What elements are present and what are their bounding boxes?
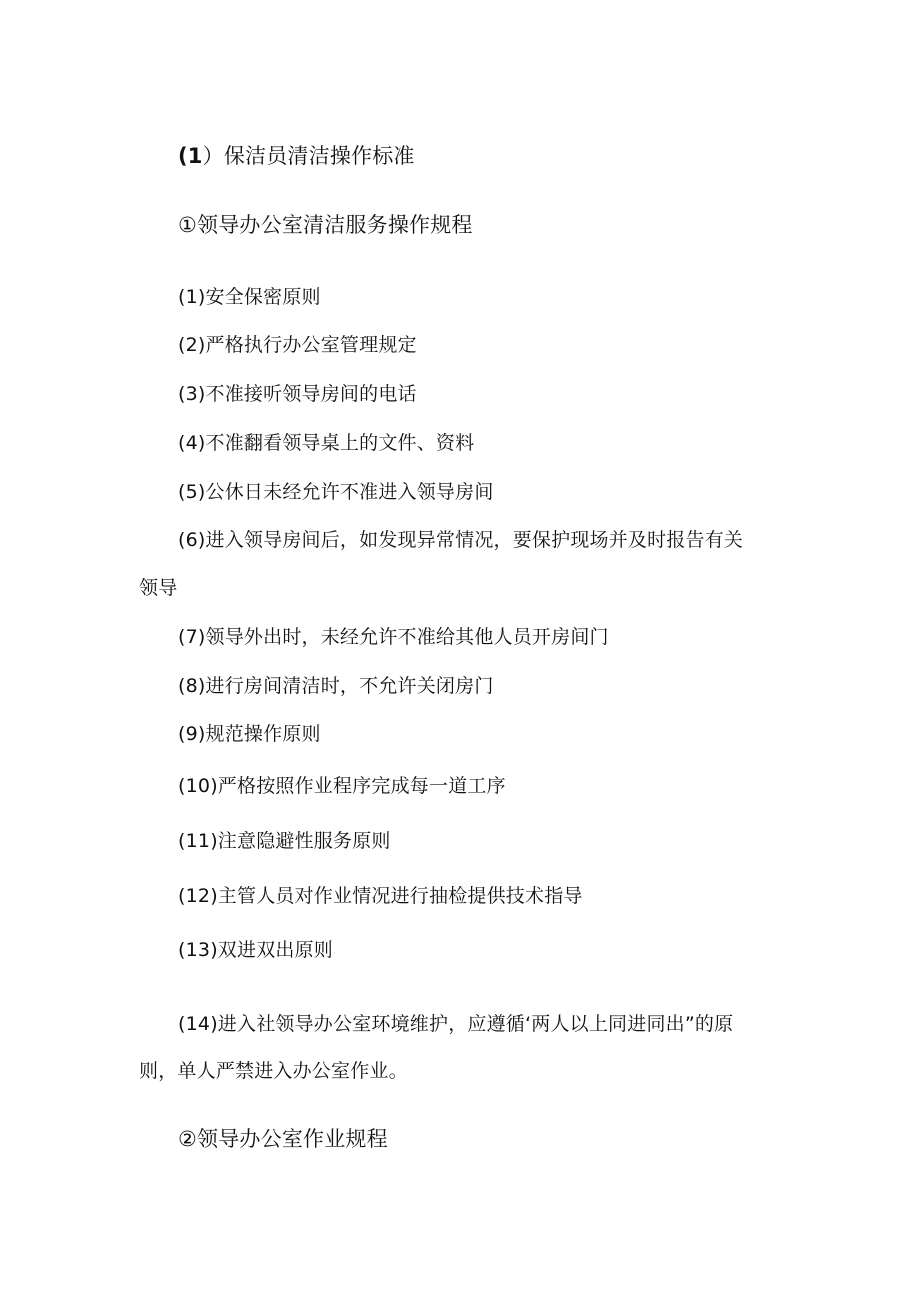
list-item: (2)严格执行办公室管理规定 — [178, 334, 417, 356]
subsection-heading: ②领导办公室作业规程 — [178, 1127, 388, 1151]
list-item: (9)规范操作原则 — [178, 723, 321, 745]
list-item: (7)领导外出时，未经允许不准给其他人员开房间门 — [178, 626, 609, 648]
list-item: (3)不准接听领导房间的电话 — [178, 383, 417, 405]
list-item: (1)安全保密原则 — [178, 286, 321, 308]
section-number-close: ） — [202, 144, 224, 168]
list-item-continuation: 则，单人严禁进入办公室作业。 — [139, 1060, 408, 1082]
list-item: (4)不准翻看领导桌上的文件、资料 — [178, 432, 475, 454]
list-item: (6)进入领导房间后，如发现异常情况，要保护现场并及时报告有关 — [178, 529, 744, 551]
list-item: (10)严格按照作业程序完成每一道工序 — [178, 775, 506, 797]
list-item: (14)进入社领导办公室环境维护，应遵循‘两人以上同进同出”的原 — [178, 1013, 734, 1035]
subsection-heading: ①领导办公室清洁服务操作规程 — [178, 213, 473, 237]
list-item: (8)进行房间清洁时，不允许关闭房门 — [178, 675, 494, 697]
section-number: (1 — [178, 144, 203, 168]
list-item: (13)双进双出原则 — [178, 939, 334, 961]
section-heading — [178, 143, 415, 169]
list-item: (11)注意隐避性服务原则 — [178, 830, 391, 852]
list-item: (5)公休日未经允许不准进入领导房间 — [178, 481, 494, 503]
section-title: 保洁员清洁操作标准 — [223, 144, 415, 168]
list-item-continuation: 领导 — [139, 577, 178, 599]
list-item: (12)主管人员对作业情况进行抽检提供技术指导 — [178, 885, 583, 907]
